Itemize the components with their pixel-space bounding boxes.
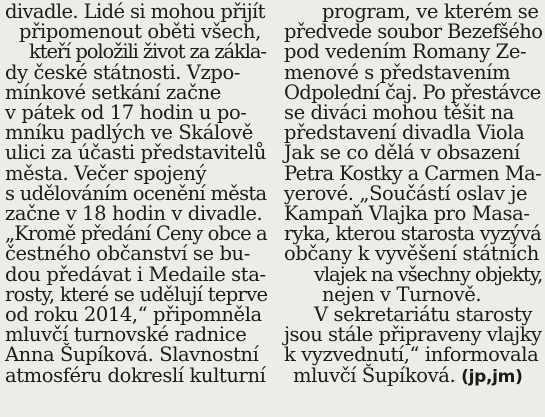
text-line: mníku padlých ve Skálově <box>5 121 253 145</box>
text-line: dou předávat i Medaile sta- <box>5 262 266 286</box>
text-line: nejen v Turnově. <box>322 282 482 306</box>
article-column-left <box>5 2 267 386</box>
text-line: vlajek na všechny objekty, <box>314 262 543 286</box>
text-line: se diváci mohou těšit na <box>284 101 514 125</box>
text-line: yerové. „Součástí oslav je <box>284 181 528 205</box>
text-line: Jak se co dělá v obsazení <box>284 141 520 165</box>
text-line: předvede soubor Bezefšého <box>284 20 543 44</box>
article-column-right <box>284 2 542 387</box>
text-line: mluvčí turnovské radnice <box>5 323 247 347</box>
text-line: ryka, kterou starosta vyzývá <box>284 222 541 246</box>
text-line: začne v 18 hodin v divadle. <box>5 202 263 226</box>
text-line: dy české státnosti. Vzpo- <box>5 60 240 84</box>
text-line: program, ve kterém se <box>322 0 539 23</box>
text-line: „Kromě předání Ceny obce a <box>5 222 267 246</box>
text-line: Petra Kostky a Carmen Ma- <box>284 161 542 185</box>
text-line: čestného občanství se bu- <box>5 242 250 266</box>
text-line: Kampaň Vlajka pro Masa- <box>284 202 530 226</box>
text-line: představení divadla Viola <box>284 121 525 145</box>
text-line: s udělováním ocenění města <box>5 181 267 205</box>
text-line: mínkové setkání začne <box>5 80 221 104</box>
text-line: divadle. Lidé si mohou přijít <box>5 0 265 23</box>
text-line: V sekretariátu starosty <box>314 303 532 327</box>
text-line: menové s představením <box>284 60 511 84</box>
text-line: pod vedením Romany Ze- <box>284 40 527 64</box>
text-line: v pátek od 17 hodin u po- <box>5 101 247 125</box>
text-line <box>284 363 542 387</box>
text-line: od roku 2014,“ připomněla <box>5 303 262 327</box>
text-line: Anna Šupíková. Slavnostní <box>5 343 259 367</box>
text-line: připomenout oběti všech, <box>19 20 261 44</box>
text-line: k vyzvednutí,“ informovala <box>284 343 539 367</box>
byline: (jp,jm) <box>461 366 523 387</box>
last-line-text: mluvčí Šupíková. <box>293 363 456 387</box>
text-line: ulici za účasti představitelů <box>5 141 266 165</box>
text-line: občany k vyvěšení státních <box>284 242 539 266</box>
text-line: Odpolední čaj. Po přestávce <box>284 80 541 104</box>
text-line: kteří položili život za zákla- <box>29 40 266 64</box>
text-line: jsou stále připraveny vlajky <box>284 323 542 347</box>
text-line: města. Večer spojený <box>5 161 207 185</box>
text-line: atmosféru dokreslí kulturní <box>5 363 266 387</box>
text-line: rosty, které se udělují teprve <box>5 282 268 306</box>
